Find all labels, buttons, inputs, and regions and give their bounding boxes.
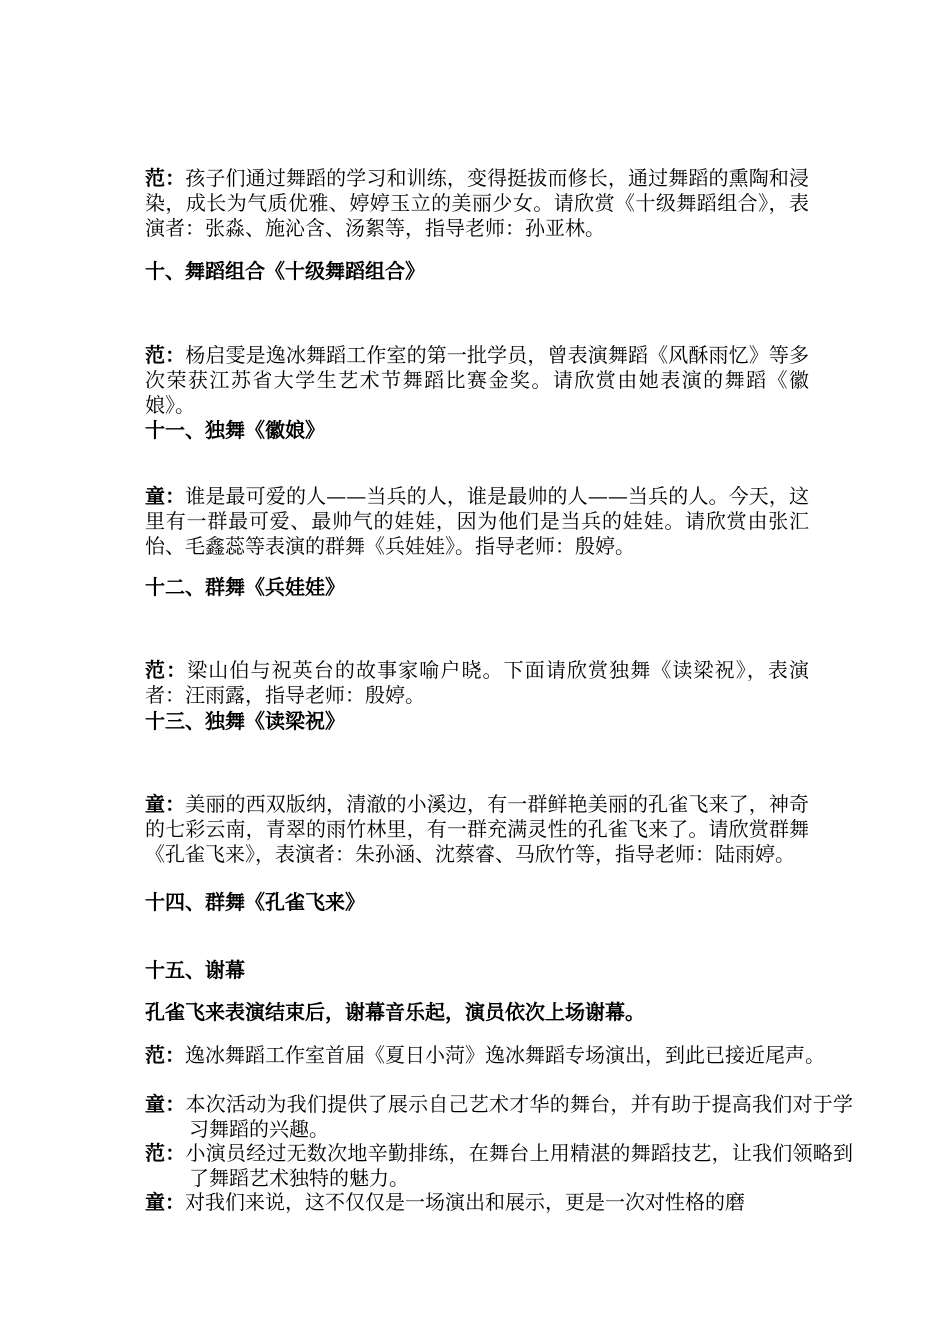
program-heading: 十二、群舞《兵娃娃》 [145, 575, 345, 599]
speaker-label: 范： [145, 343, 186, 367]
host-paragraph [145, 792, 809, 867]
paragraph-text: 杨启雯是逸冰舞蹈工作室的第一批学员，曾表演舞蹈《风酥雨忆》等多次荣获江苏省大学生艺术节舞蹈比赛金奖。请欣赏由她表演的舞蹈《徽娘》。 [145, 343, 809, 417]
paragraph-text: 逸冰舞蹈工作室首届《夏日小菏》逸冰舞蹈专场演出，到此已接近尾声。 [185, 1043, 825, 1067]
speaker-label: 范： [145, 658, 188, 682]
paragraph-text: 小演员经过无数次地辛勤排练，在舞台上用精湛的舞蹈技艺，让我们领略到了舞蹈艺术独特的魅力。 [185, 1141, 854, 1190]
program-heading: 十、舞蹈组合《十级舞蹈组合》 [145, 259, 425, 283]
speaker-label: 童： [145, 792, 186, 816]
speaker-label: 童： [145, 484, 186, 508]
paragraph-text: 孩子们通过舞蹈的学习和训练，变得挺拔而修长，通过舞蹈的熏陶和浸染，成长为气质优雅、婷婷玉立的美丽少女。请欣赏《十级舞蹈组合》，表演者：张淼、施沁含、汤絮等，指导老师：孙亚林。 [145, 166, 809, 240]
paragraph-text: 对我们来说，这不仅仅是一场演出和展示，更是一次对性格的磨 [185, 1190, 745, 1214]
speaker-label: 范： [145, 1043, 185, 1067]
paragraph-text: 美丽的西双版纳，清澈的小溪边，有一群鲜艳美丽的孔雀飞来了，神奇的七彩云南，青翠的雨竹林里，有一群充满灵性的孔雀飞来了。请欣赏群舞《孔雀飞来》，表演者：朱孙涵、沈蔡睿、马欣竹等，指导老师：陆雨婷。 [145, 792, 809, 866]
program-heading: 十四、群舞《孔雀飞来》 [145, 890, 365, 914]
program-heading: 十五、谢幕 [145, 958, 245, 982]
speaker-label: 童： [145, 1092, 186, 1116]
host-paragraph [145, 166, 809, 241]
speaker-label: 童： [145, 1190, 185, 1214]
host-paragraph [145, 1043, 853, 1068]
host-paragraph [145, 658, 809, 708]
program-heading: 十三、独舞《读梁祝》 [145, 709, 345, 733]
paragraph-text: 梁山伯与祝英台的故事家喻户晓。下面请欣赏独舞《读梁祝》，表演者：汪雨露，指导老师：殷婷。 [145, 658, 810, 707]
host-paragraph [145, 1190, 853, 1215]
speaker-label: 范： [145, 1141, 186, 1165]
program-heading: 十一、独舞《徽娘》 [145, 418, 325, 442]
host-paragraph [145, 343, 809, 418]
stage-direction: 孔雀飞来表演结束后，谢幕音乐起，演员依次上场谢幕。 [145, 1000, 645, 1024]
host-paragraph [145, 1092, 853, 1142]
host-paragraph [145, 484, 809, 559]
speaker-label: 范： [145, 166, 186, 190]
host-paragraph [145, 1141, 853, 1191]
paragraph-text: 本次活动为我们提供了展示自己艺术才华的舞台，并有助于提高我们对于学习舞蹈的兴趣。 [185, 1092, 854, 1141]
paragraph-text: 谁是最可爱的人——当兵的人，谁是最帅的人——当兵的人。今天，这里有一群最可爱、最帅气的娃娃，因为他们是当兵的娃娃。请欣赏由张汇怡、毛鑫蕊等表演的群舞《兵娃娃》。指导老师：殷婷。 [145, 484, 810, 558]
